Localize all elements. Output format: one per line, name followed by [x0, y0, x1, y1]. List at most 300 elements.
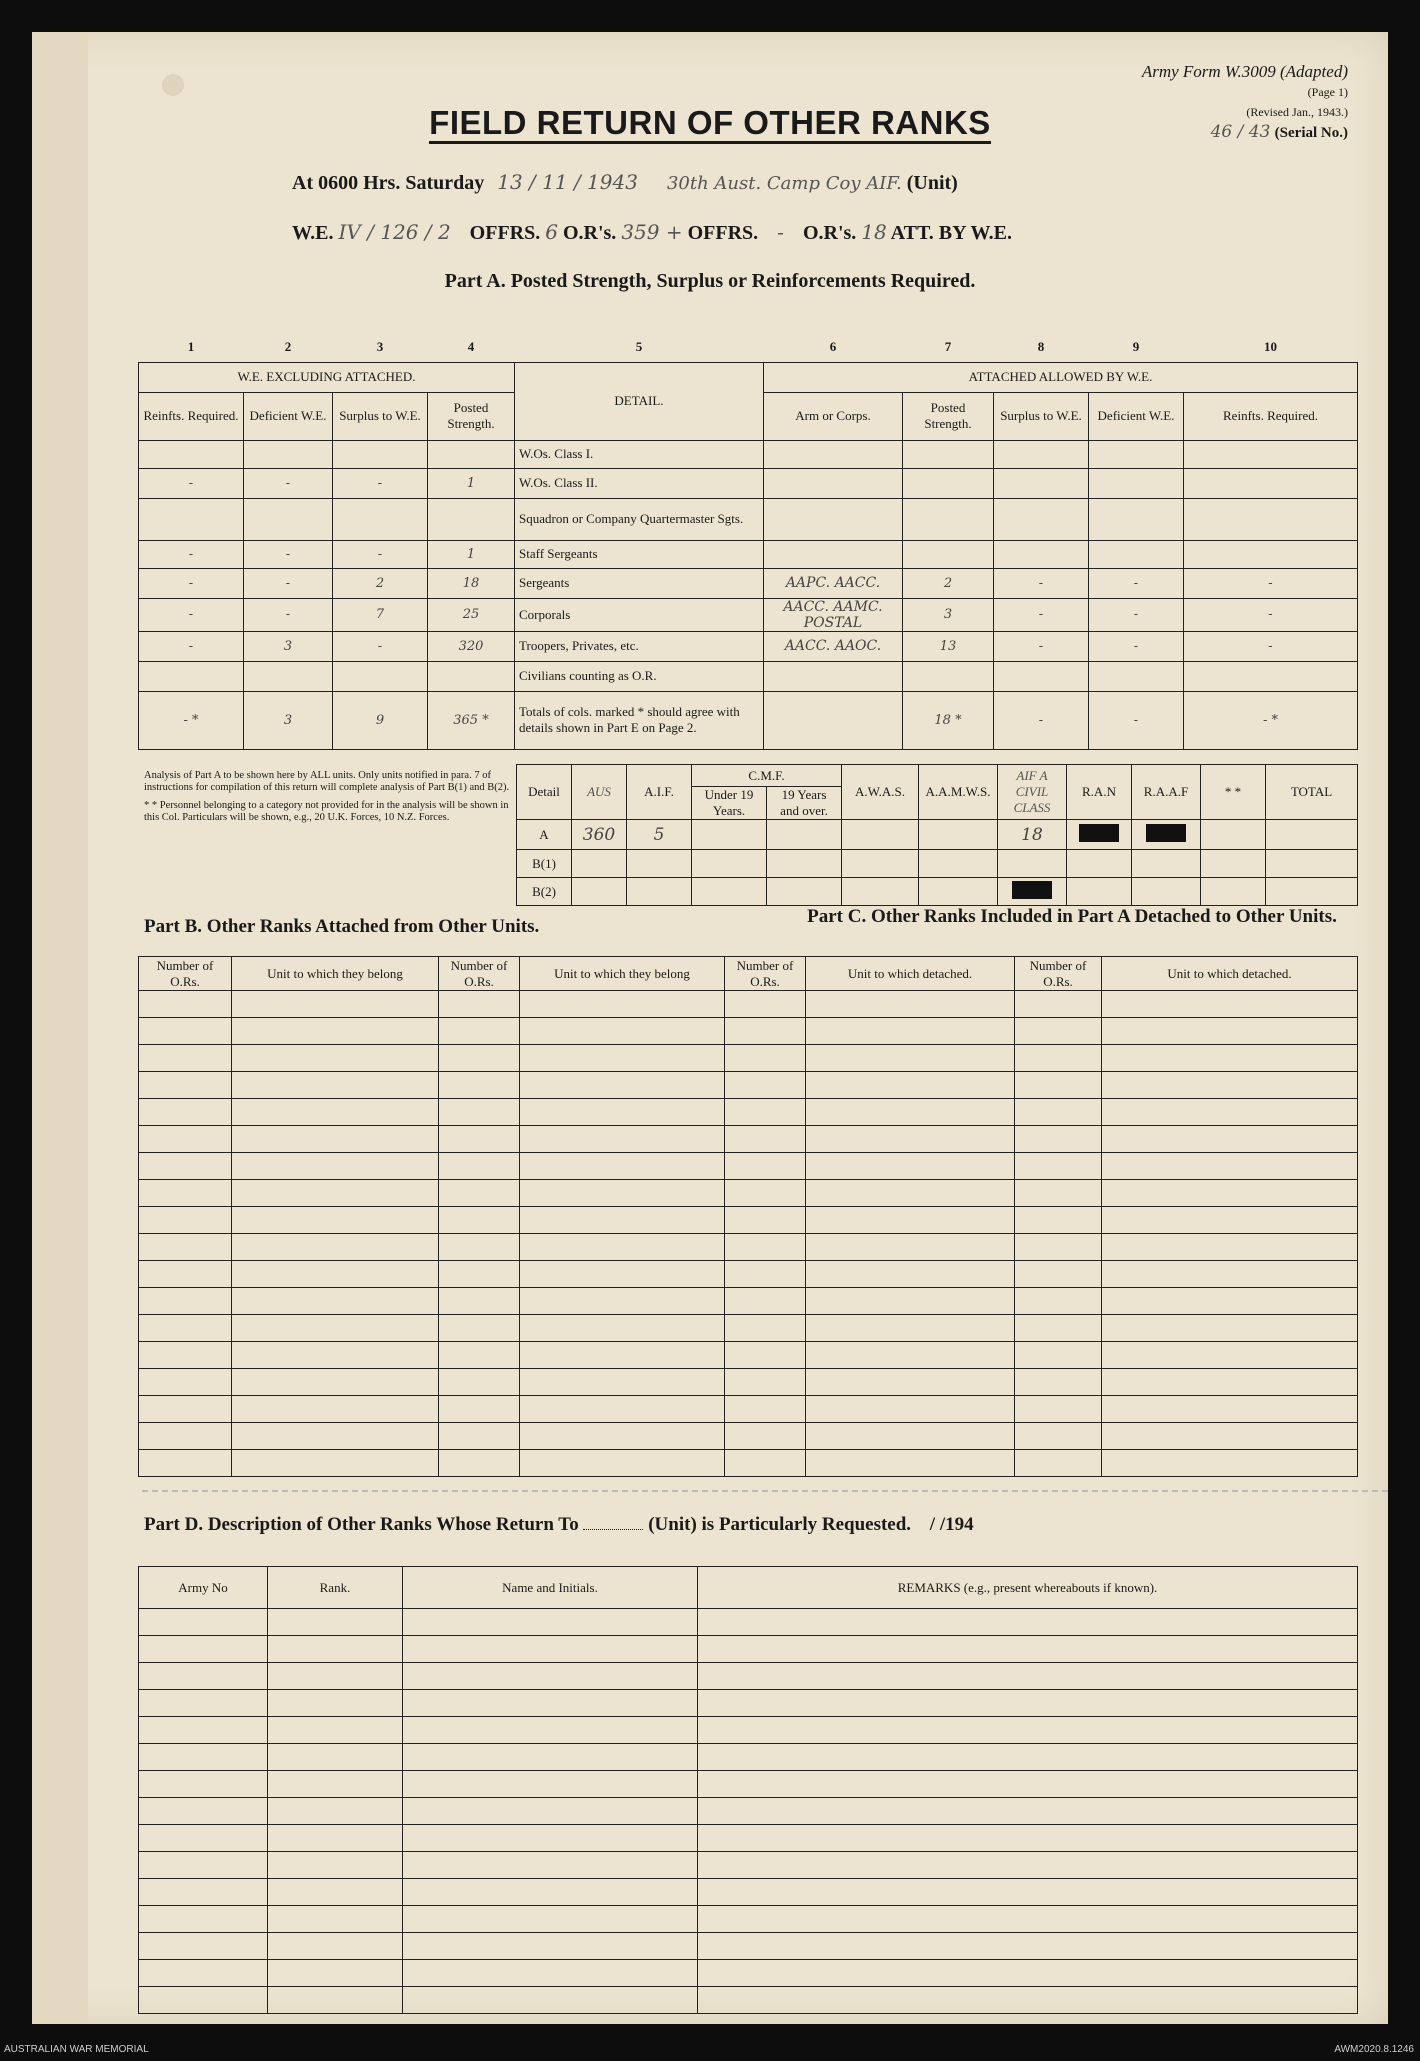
blank-cell[interactable] — [520, 1207, 725, 1234]
blank-cell[interactable] — [268, 1825, 403, 1852]
col-num: 5 — [635, 338, 643, 354]
analysis-aamws-header: A.A.M.W.S. — [919, 765, 998, 820]
analysis-row-label: B(2) — [517, 878, 572, 906]
blank-cell[interactable] — [698, 1960, 1358, 1987]
blank-cell[interactable] — [1015, 1045, 1102, 1072]
blank-cell[interactable] — [139, 1636, 268, 1663]
blank-cell[interactable] — [725, 1288, 806, 1315]
blank-cell[interactable] — [139, 1072, 232, 1099]
value-cell: - — [1089, 631, 1184, 661]
blank-cell[interactable] — [232, 1072, 439, 1099]
blank-cell[interactable] — [439, 1180, 520, 1207]
blank-cell[interactable] — [725, 1369, 806, 1396]
blank-cell[interactable] — [232, 1261, 439, 1288]
blank-cell[interactable] — [520, 1099, 725, 1126]
detail-cell: Squadron or Company Quartermaster Sgts. — [515, 498, 764, 540]
blank-cell[interactable] — [439, 1288, 520, 1315]
blank-cell[interactable] — [232, 1450, 439, 1477]
blank-cell[interactable] — [698, 1987, 1358, 2014]
blank-cell[interactable] — [439, 1207, 520, 1234]
blank-cell[interactable] — [806, 1153, 1015, 1180]
value-cell: - — [994, 631, 1089, 661]
blank-cell[interactable] — [1102, 1342, 1358, 1369]
blank-cell[interactable] — [139, 1207, 232, 1234]
blank-cell[interactable] — [520, 1288, 725, 1315]
value-cell: - — [333, 468, 428, 498]
blank-cell[interactable] — [520, 1261, 725, 1288]
blank-cell[interactable] — [439, 1126, 520, 1153]
detail-cell: W.Os. Class II. — [515, 468, 764, 498]
analysis-row-b2 — [517, 878, 1358, 906]
blank-cell[interactable] — [725, 1072, 806, 1099]
blank-cell[interactable] — [698, 1636, 1358, 1663]
value-cell — [428, 440, 515, 468]
blank-cell[interactable] — [1015, 1369, 1102, 1396]
blank-cell[interactable] — [139, 1798, 268, 1825]
blank-cell[interactable] — [520, 1045, 725, 1072]
blank-cell[interactable] — [520, 1153, 725, 1180]
part-d-title-b: (Unit) is Particularly Requested. — [648, 1514, 912, 1535]
blank-cell[interactable] — [806, 1342, 1015, 1369]
blank-cell[interactable] — [139, 1045, 232, 1072]
blank-cell[interactable] — [725, 1045, 806, 1072]
part-c-number-header-2: Number of O.Rs. — [1015, 957, 1102, 991]
att-reinfts-header: Reinfts. Required. — [1184, 392, 1358, 440]
blank-cell[interactable] — [439, 1072, 520, 1099]
blank-cell[interactable] — [806, 1207, 1015, 1234]
blank-cell[interactable] — [403, 1717, 698, 1744]
blank-cell[interactable] — [1102, 1018, 1358, 1045]
value-cell — [903, 468, 994, 498]
blank-cell[interactable] — [439, 1342, 520, 1369]
blank-cell[interactable] — [698, 1609, 1358, 1636]
blank-cell[interactable] — [139, 1153, 232, 1180]
blank-cell[interactable] — [232, 1288, 439, 1315]
blank-cell[interactable] — [232, 1099, 439, 1126]
blank-cell[interactable] — [403, 1663, 698, 1690]
blank-cell[interactable] — [725, 991, 806, 1018]
blank-cell[interactable] — [1102, 1072, 1358, 1099]
form-page — [32, 32, 1388, 2024]
blank-cell[interactable] — [725, 1153, 806, 1180]
part-bc-row — [139, 1153, 1358, 1180]
blank-cell[interactable] — [139, 1342, 232, 1369]
blank-cell[interactable] — [139, 1396, 232, 1423]
blank-cell[interactable] — [806, 1423, 1015, 1450]
page-number: (Page 1) — [1307, 85, 1348, 99]
surplus-header: Surplus to W.E. — [333, 392, 428, 440]
arm-corps-cell — [764, 498, 903, 540]
blank-cell[interactable] — [1015, 1261, 1102, 1288]
serial-label: (Serial No.) — [1274, 125, 1348, 141]
blank-cell[interactable] — [232, 1396, 439, 1423]
blank-cell[interactable] — [1102, 1369, 1358, 1396]
blank-cell[interactable] — [725, 1126, 806, 1153]
value-cell: 3 — [244, 631, 333, 661]
col-num: 4 — [467, 338, 475, 354]
value-cell: 1 — [428, 540, 515, 568]
blank-cell[interactable] — [1102, 1099, 1358, 1126]
blank-cell[interactable] — [806, 1369, 1015, 1396]
value-cell: 3 — [903, 598, 994, 631]
att-label: ATT. BY W.E. — [890, 222, 1012, 244]
blank-cell[interactable] — [1015, 1018, 1102, 1045]
value-cell — [994, 540, 1089, 568]
blank-cell[interactable] — [268, 1690, 403, 1717]
blank-cell[interactable] — [806, 1099, 1015, 1126]
part-bc-row — [139, 1072, 1358, 1099]
blank-cell[interactable] — [1102, 1315, 1358, 1342]
part-bc-header-row — [139, 957, 1358, 991]
part-d-title-a: Part D. Description of Other Ranks Whose Return To — [144, 1514, 579, 1535]
blank-cell[interactable] — [139, 1663, 268, 1690]
blank-cell[interactable] — [1102, 1126, 1358, 1153]
blank-cell[interactable] — [139, 1423, 232, 1450]
blank-cell[interactable] — [698, 1771, 1358, 1798]
blank-cell[interactable] — [1102, 1153, 1358, 1180]
blank-cell[interactable] — [1015, 1180, 1102, 1207]
blank-cell[interactable] — [1015, 1126, 1102, 1153]
blank-cell[interactable] — [139, 1960, 268, 1987]
blank-cell[interactable] — [1015, 1342, 1102, 1369]
detail-cell: Sergeants — [515, 568, 764, 598]
blank-cell[interactable] — [520, 1126, 725, 1153]
blank-cell[interactable] — [232, 1126, 439, 1153]
blank-cell[interactable] — [725, 1342, 806, 1369]
blank-cell[interactable] — [139, 1315, 232, 1342]
blank-cell[interactable] — [698, 1717, 1358, 1744]
blank-cell[interactable] — [1102, 1180, 1358, 1207]
we-label: W.E. — [292, 222, 334, 244]
blank-cell[interactable] — [403, 1933, 698, 1960]
value-cell: 13 — [903, 631, 994, 661]
part-a-row — [139, 498, 1358, 540]
blank-cell[interactable] — [698, 1798, 1358, 1825]
blank-cell[interactable] — [698, 1906, 1358, 1933]
blank-cell[interactable] — [139, 1879, 268, 1906]
blank-cell[interactable] — [268, 1744, 403, 1771]
blank-cell[interactable] — [139, 1852, 268, 1879]
blank-cell[interactable] — [520, 1180, 725, 1207]
blank-cell[interactable] — [1015, 1072, 1102, 1099]
reinfts-required-header: Reinfts. Required. — [139, 392, 244, 440]
blank-cell[interactable] — [1015, 1234, 1102, 1261]
blank-cell[interactable] — [139, 1018, 232, 1045]
blank-cell[interactable] — [1015, 1423, 1102, 1450]
blank-cell[interactable] — [725, 1450, 806, 1477]
column-numbers-row — [139, 332, 1358, 362]
part-bc-row — [139, 1369, 1358, 1396]
blank-cell[interactable] — [139, 1825, 268, 1852]
blank-cell[interactable] — [806, 1045, 1015, 1072]
part-a-row — [139, 568, 1358, 598]
part-d-row — [139, 1987, 1358, 2014]
blank-cell[interactable] — [1102, 991, 1358, 1018]
value-cell — [1184, 468, 1358, 498]
blank-cell[interactable] — [725, 1315, 806, 1342]
blank-cell[interactable] — [139, 1099, 232, 1126]
part-b-unit-header: Unit to which they belong — [232, 957, 439, 991]
value-cell — [333, 661, 428, 691]
analysis-row-label: A — [517, 820, 572, 850]
blank-cell[interactable] — [403, 1879, 698, 1906]
blank-cell[interactable] — [139, 1744, 268, 1771]
blank-cell[interactable] — [139, 1288, 232, 1315]
arm-corps-cell — [764, 440, 903, 468]
blank-cell[interactable] — [1015, 1315, 1102, 1342]
blank-cell[interactable] — [698, 1825, 1358, 1852]
blank-cell[interactable] — [268, 1798, 403, 1825]
blank-cell[interactable] — [232, 1369, 439, 1396]
value-cell — [1184, 498, 1358, 540]
value-cell — [994, 468, 1089, 498]
posted-strength-header: Posted Strength. — [428, 392, 515, 440]
part-bc-row — [139, 1396, 1358, 1423]
value-cell — [139, 440, 244, 468]
blank-cell[interactable] — [520, 1342, 725, 1369]
part-c-number-header: Number of O.Rs. — [725, 957, 806, 991]
blank-cell[interactable] — [1102, 1207, 1358, 1234]
blank-cell[interactable] — [439, 1315, 520, 1342]
blank-cell[interactable] — [1015, 1450, 1102, 1477]
value-cell: 2 — [903, 568, 994, 598]
blank-cell[interactable] — [439, 1261, 520, 1288]
blank-cell[interactable] — [232, 1207, 439, 1234]
date-value: 13 / 11 / 1943 — [497, 170, 638, 194]
blank-cell[interactable] — [1102, 1423, 1358, 1450]
part-a-row — [139, 598, 1358, 631]
blank-cell[interactable] — [520, 1396, 725, 1423]
blank-cell[interactable] — [268, 1933, 403, 1960]
blank-cell[interactable] — [520, 1072, 725, 1099]
blank-cell[interactable] — [1102, 1450, 1358, 1477]
value-cell — [903, 661, 994, 691]
blank-cell[interactable] — [698, 1663, 1358, 1690]
blank-cell[interactable] — [268, 1609, 403, 1636]
blank-cell[interactable] — [520, 1369, 725, 1396]
blank-cell[interactable] — [806, 1450, 1015, 1477]
blank-cell[interactable] — [139, 1450, 232, 1477]
part-d-row — [139, 1933, 1358, 1960]
blank-cell[interactable] — [439, 1099, 520, 1126]
blank-cell[interactable] — [520, 1018, 725, 1045]
value-cell: - — [1184, 631, 1358, 661]
value-cell: - — [1184, 568, 1358, 598]
blank-cell[interactable] — [806, 1180, 1015, 1207]
blank-cell[interactable] — [439, 1450, 520, 1477]
blank-cell[interactable] — [725, 1396, 806, 1423]
blank-cell[interactable] — [403, 1906, 698, 1933]
blank-cell[interactable] — [232, 1234, 439, 1261]
blank-cell[interactable] — [232, 1180, 439, 1207]
blank-cell[interactable] — [268, 1852, 403, 1879]
blank-cell[interactable] — [1102, 1234, 1358, 1261]
blank-cell[interactable] — [139, 1261, 232, 1288]
blank-cell[interactable] — [1015, 1396, 1102, 1423]
blank-cell[interactable] — [520, 991, 725, 1018]
blank-cell[interactable] — [725, 1180, 806, 1207]
value-cell: - — [1089, 568, 1184, 598]
blank-cell[interactable] — [139, 1180, 232, 1207]
blank-cell[interactable] — [725, 1099, 806, 1126]
blank-cell[interactable] — [806, 1396, 1015, 1423]
value-cell — [244, 661, 333, 691]
analysis-note-2: * * Personnel belonging to a category not provided for in the analysis will be shown in this Col. Particulars will be shown, e.g., 20 U.K. Forces, 10 N.Z. Forces. — [144, 800, 509, 823]
blank-cell[interactable] — [268, 1906, 403, 1933]
value-cell — [903, 498, 994, 540]
analysis-header-row-1 — [517, 765, 1358, 787]
blank-cell[interactable] — [403, 1987, 698, 2014]
blank-cell[interactable] — [725, 1261, 806, 1288]
part-a-row — [139, 468, 1358, 498]
blank-cell[interactable] — [232, 991, 439, 1018]
blank-cell[interactable] — [268, 1960, 403, 1987]
blank-cell[interactable] — [139, 1933, 268, 1960]
blank-cell[interactable] — [439, 1396, 520, 1423]
blank-cell[interactable] — [403, 1825, 698, 1852]
blank-cell[interactable] — [403, 1771, 698, 1798]
blank-cell[interactable] — [232, 1315, 439, 1342]
part-a-row — [139, 540, 1358, 568]
blank-cell[interactable] — [139, 1987, 268, 2014]
blank-cell[interactable] — [698, 1744, 1358, 1771]
arm-corps-cell — [764, 691, 903, 749]
blank-cell[interactable] — [806, 1315, 1015, 1342]
part-bc-row — [139, 1180, 1358, 1207]
value-cell: - — [244, 540, 333, 568]
ors-label: O.R's. — [562, 222, 617, 244]
blank-cell[interactable] — [268, 1987, 403, 2014]
blank-cell[interactable] — [1102, 1045, 1358, 1072]
blank-cell[interactable] — [268, 1663, 403, 1690]
part-bc-row — [139, 1099, 1358, 1126]
blank-cell[interactable] — [403, 1609, 698, 1636]
blank-cell[interactable] — [268, 1771, 403, 1798]
blank-cell[interactable] — [806, 1126, 1015, 1153]
value-cell — [1089, 661, 1184, 691]
analysis-cell — [842, 820, 919, 850]
blank-cell[interactable] — [1015, 1207, 1102, 1234]
blank-cell[interactable] — [139, 1690, 268, 1717]
blank-cell[interactable] — [806, 1288, 1015, 1315]
part-d-row — [139, 1906, 1358, 1933]
part-bc-row — [139, 1315, 1358, 1342]
blank-cell[interactable] — [520, 1234, 725, 1261]
blank-cell[interactable] — [698, 1690, 1358, 1717]
analysis-cell — [1266, 820, 1358, 850]
blank-cell[interactable] — [806, 1072, 1015, 1099]
blank-cell[interactable] — [806, 991, 1015, 1018]
detail-cell: Corporals — [515, 598, 764, 631]
blank-cell[interactable] — [806, 1234, 1015, 1261]
blank-cell[interactable] — [403, 1744, 698, 1771]
blank-cell[interactable] — [698, 1879, 1358, 1906]
blank-cell[interactable] — [139, 1234, 232, 1261]
blank-cell[interactable] — [725, 1423, 806, 1450]
offrs-label-2: OFFRS. — [687, 222, 759, 244]
blank-cell[interactable] — [439, 1234, 520, 1261]
col-num: 7 — [944, 338, 952, 354]
blank-cell[interactable] — [139, 1771, 268, 1798]
blank-cell[interactable] — [439, 1369, 520, 1396]
blank-cell[interactable] — [232, 1153, 439, 1180]
blank-cell[interactable] — [139, 991, 232, 1018]
blank-cell[interactable] — [232, 1045, 439, 1072]
we-value: IV / 126 / 2 — [338, 220, 451, 244]
value-cell — [428, 498, 515, 540]
col-num: 3 — [376, 338, 384, 354]
blank-cell[interactable] — [1015, 1099, 1102, 1126]
group-header-row — [139, 362, 1358, 392]
detail-cell: Troopers, Privates, etc. — [515, 631, 764, 661]
blank-cell[interactable] — [139, 1906, 268, 1933]
blank-cell[interactable] — [232, 1018, 439, 1045]
part-d-header-row — [139, 1567, 1358, 1609]
blank-cell[interactable] — [403, 1636, 698, 1663]
blank-cell[interactable] — [698, 1852, 1358, 1879]
blank-cell[interactable] — [403, 1798, 698, 1825]
blank-cell[interactable] — [520, 1315, 725, 1342]
blank-cell[interactable] — [698, 1933, 1358, 1960]
blank-cell[interactable] — [139, 1717, 268, 1744]
blank-cell[interactable] — [520, 1423, 725, 1450]
blank-cell[interactable] — [403, 1960, 698, 1987]
blank-cell[interactable] — [1015, 1288, 1102, 1315]
blank-cell[interactable] — [232, 1423, 439, 1450]
name-header: Name and Initials. — [403, 1567, 698, 1609]
blank-cell[interactable] — [439, 1153, 520, 1180]
part-c-unit-header: Unit to which detached. — [806, 957, 1015, 991]
blank-cell[interactable] — [232, 1342, 439, 1369]
blank-cell[interactable] — [439, 1423, 520, 1450]
blank-cell[interactable] — [139, 1609, 268, 1636]
blank-cell[interactable] — [439, 991, 520, 1018]
col-num: 6 — [829, 338, 837, 354]
blank-cell[interactable] — [725, 1207, 806, 1234]
blank-cell[interactable] — [1102, 1396, 1358, 1423]
blank-cell[interactable] — [139, 1369, 232, 1396]
blank-cell[interactable] — [439, 1045, 520, 1072]
blank-cell[interactable] — [268, 1636, 403, 1663]
detail-cell: Totals of cols. marked * should agree with details shown in Part E on Page 2. — [515, 691, 764, 749]
remarks-header: REMARKS (e.g., present whereabouts if known). — [698, 1567, 1358, 1609]
blank-cell[interactable] — [1015, 1153, 1102, 1180]
analysis-table — [516, 764, 1358, 906]
value-cell: - — [244, 468, 333, 498]
blank-cell[interactable] — [1102, 1288, 1358, 1315]
blank-cell[interactable] — [403, 1690, 698, 1717]
blank-cell[interactable] — [1102, 1261, 1358, 1288]
analysis-cell — [767, 820, 842, 850]
blank-cell[interactable] — [139, 1126, 232, 1153]
blank-cell[interactable] — [806, 1261, 1015, 1288]
blank-cell[interactable] — [268, 1717, 403, 1744]
blank-cell[interactable] — [725, 1018, 806, 1045]
blank-cell[interactable] — [268, 1879, 403, 1906]
blank-cell[interactable] — [520, 1450, 725, 1477]
blank-cell[interactable] — [806, 1018, 1015, 1045]
value-cell: - — [994, 691, 1089, 749]
col-num: 2 — [284, 338, 292, 354]
blank-cell[interactable] — [403, 1852, 698, 1879]
analysis-cell — [919, 820, 998, 850]
blank-cell[interactable] — [725, 1234, 806, 1261]
blank-cell[interactable] — [1015, 991, 1102, 1018]
part-a-row — [139, 440, 1358, 468]
blank-cell[interactable] — [439, 1018, 520, 1045]
analysis-aus-header: AUS — [572, 765, 627, 820]
analysis-row-b1 — [517, 850, 1358, 878]
